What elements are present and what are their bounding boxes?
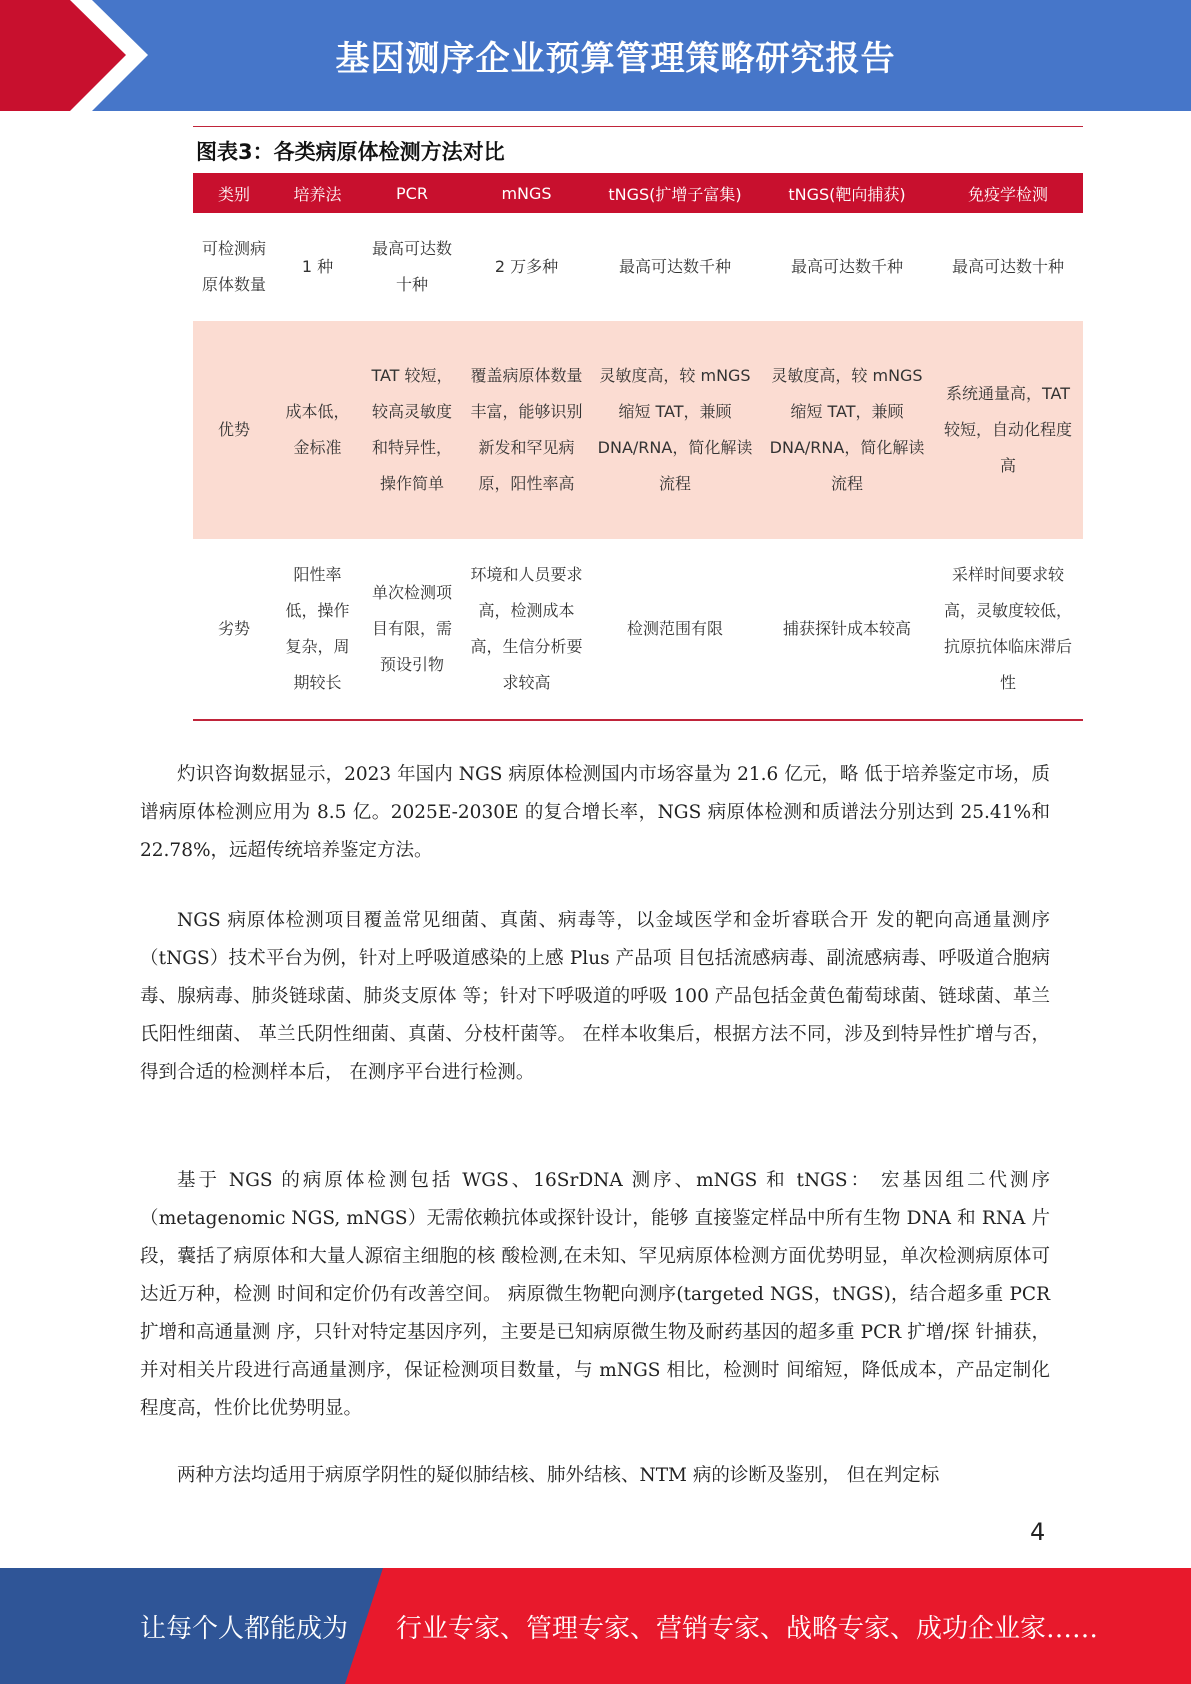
footer-slogan-right: 行业专家、管理专家、营销专家、战略专家、成功企业家……	[396, 1613, 1099, 1644]
table-header-row	[193, 173, 1083, 213]
paragraph: 基于 NGS 的病原体检测包括 WGS、16SrDNA 测序、mNGS 和 tNGS： 宏基因组二代测序（metagenomic NGS, mNGS）无需依赖抗体或探针设计，能够 直接鉴定样品中所有生物 DNA 和 RNA 片段，囊括了病原体和大量人源宿主细胞的核 酸检测,在未知、罕见病原体检测方面优势明显，单次检测病原体可达近万种，检测 时间和定价仍有改善空间。 病原微生物靶向测序(targeted NGS，tNGS)，结合超多重 PCR 扩增和高通量测 序，只针对特定基因序列，主要是已知病原微生物及耐药基因的超多重 PCR 扩增/探 针捕获，并对相关片段进行高通量测序，保证检测项目数量，与 mNGS 相比，检测时 间缩短，降低成本，产品定制化程度高，性价比优势明显。	[140, 1170, 1050, 1419]
row-label: 优势	[193, 321, 275, 539]
table-cell: 最高可达数十种	[933, 213, 1083, 321]
table-cell: 最高可达数千种	[761, 213, 933, 321]
page-header	[0, 0, 1191, 111]
figure-divider	[193, 126, 1083, 127]
table-cell: 最高可达数十种	[360, 213, 464, 321]
row-label: 可检测病原体数量	[193, 213, 275, 321]
header-mngs: mNGS	[464, 173, 589, 213]
row-label: 劣势	[193, 539, 275, 720]
table-cell: 覆盖病原体数量丰富，能够识别新发和罕见病原，阳性率高	[464, 321, 589, 539]
header-category: 类别	[193, 173, 275, 213]
table-cell: 采样时间要求较高，灵敏度较低，抗原抗体临床滞后性	[933, 539, 1083, 720]
table-cell: 1 种	[275, 213, 360, 321]
figure-title: 图表3：各类病原体检测方法对比	[196, 140, 505, 164]
table-row	[193, 539, 1083, 720]
paragraph-market-size	[140, 756, 1050, 870]
paragraph: 灼识咨询数据显示，2023 年国内 NGS 病原体检测国内市场容量为 21.6 亿元，略 低于培养鉴定市场，质谱病原体检测应用为 8.5 亿。2025E-2030E 的复合增长率，NGS 病原体检测和质谱法分别达到 25.41%和 22.78%，远超传统培养鉴定方法。	[140, 764, 1050, 861]
table-cell: 灵敏度高，较 mNGS 缩短 TAT，兼顾 DNA/RNA，简化解读流程	[589, 321, 761, 539]
table-row	[193, 213, 1083, 321]
table-cell: 检测范围有限	[589, 539, 761, 720]
paragraph-diagnosis	[140, 1457, 1050, 1495]
table-cell: 阳性率低，操作复杂，周期较长	[275, 539, 360, 720]
paragraph-ngs-methods	[140, 1162, 1050, 1428]
paragraph: 两种方法均适用于病原学阴性的疑似肺结核、肺外结核、NTM 病的诊断及鉴别， 但在判定标	[177, 1465, 940, 1486]
table-cell: TAT 较短，较高灵敏度和特异性，操作简单	[360, 321, 464, 539]
table-cell: 灵敏度高，较 mNGS 缩短 TAT，兼顾 DNA/RNA，简化解读流程	[761, 321, 933, 539]
header-pcr: PCR	[360, 173, 464, 213]
table-cell: 环境和人员要求高，检测成本高，生信分析要求较高	[464, 539, 589, 720]
paragraph-ngs-coverage	[140, 902, 1050, 1092]
table-cell: 捕获探针成本较高	[761, 539, 933, 720]
paragraph: NGS 病原体检测项目覆盖常见细菌、真菌、病毒等，以金域医学和金圻睿联合开 发的靶向高通量测序（tNGS）技术平台为例，针对上呼吸道感染的上感 Plus 产品项 目包括流感病毒、副流感病毒、呼吸道合胞病毒、腺病毒、肺炎链球菌、肺炎支原体 等；针对下呼吸道的呼吸 100 产品包括金黄色葡萄球菌、链球菌、革兰氏阳性细菌、 革兰氏阴性细菌、真菌、分枝杆菌等。 在样本收集后，根据方法不同，涉及到特异性扩增与否，得到合适的检测样本后， 在测序平台进行检测。	[140, 910, 1050, 1083]
header-tngs-capture: tNGS(靶向捕获)	[761, 173, 933, 213]
report-title: 基因测序企业预算管理策略研究报告	[335, 39, 896, 79]
table-row	[193, 321, 1083, 539]
comparison-table	[193, 173, 1083, 721]
table-cell: 2 万多种	[464, 213, 589, 321]
table-cell: 系统通量高，TAT 较短，自动化程度高	[933, 321, 1083, 539]
table-cell: 最高可达数千种	[589, 213, 761, 321]
header-immunoassay: 免疫学检测	[933, 173, 1083, 213]
page-number: 4	[1030, 1518, 1046, 1546]
header-culture: 培养法	[275, 173, 360, 213]
table-cell: 成本低，金标准	[275, 321, 360, 539]
header-tngs-amplicon: tNGS(扩增子富集)	[589, 173, 761, 213]
page-footer	[0, 1568, 1191, 1684]
footer-slogan-left: 让每个人都能成为	[140, 1613, 349, 1644]
table-cell: 单次检测项目有限，需预设引物	[360, 539, 464, 720]
